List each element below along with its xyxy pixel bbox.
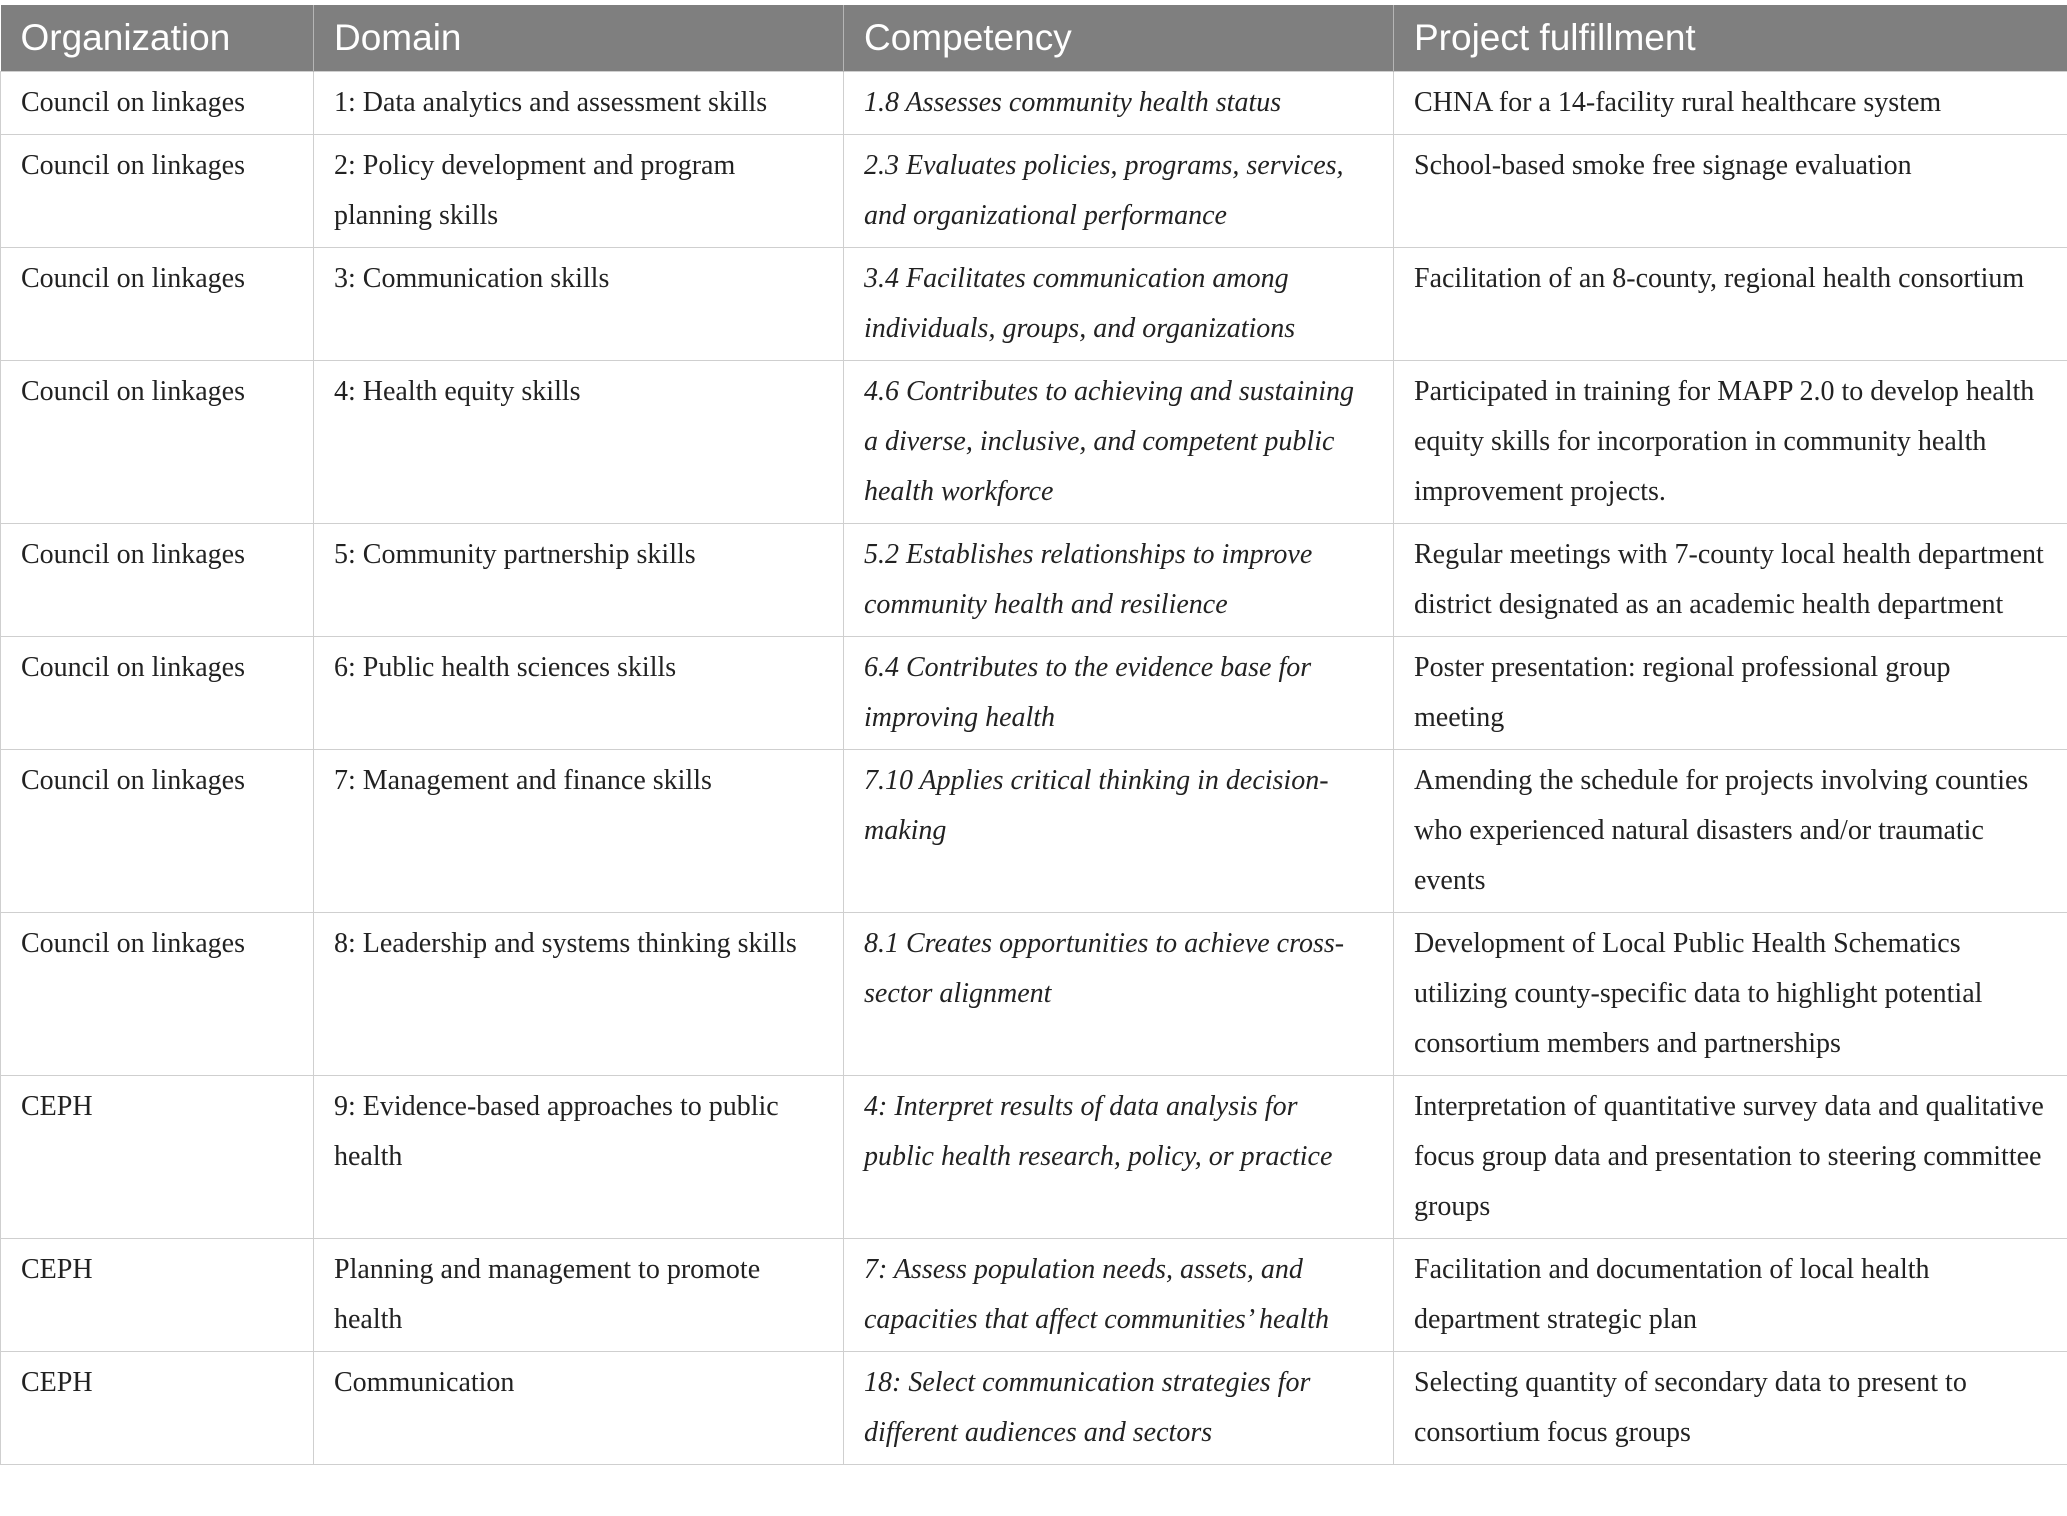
cell-project: Participated in training for MAPP 2.0 to develop health equity skills for incorporation in community health improvement projects. [1394,361,2067,524]
cell-competency: 5.2 Establishes relationships to improve community health and resilience [844,524,1394,637]
table-row [1,361,2067,524]
cell-project: Regular meetings with 7-county local health department district designated as an academic health department [1394,524,2067,637]
cell-competency: 2.3 Evaluates policies, programs, services, and organizational performance [844,135,1394,248]
cell-domain: 6: Public health sciences skills [314,637,844,750]
cell-competency: 18: Select communication strategies for different audiences and sectors [844,1352,1394,1465]
cell-competency: 4: Interpret results of data analysis for public health research, policy, or practice [844,1076,1394,1239]
cell-project: CHNA for a 14-facility rural healthcare system [1394,72,2067,135]
cell-organization: CEPH [1,1239,314,1352]
cell-competency: 8.1 Creates opportunities to achieve cross-sector alignment [844,913,1394,1076]
cell-project: Facilitation and documentation of local health department strategic plan [1394,1239,2067,1352]
cell-project: School-based smoke free signage evaluation [1394,135,2067,248]
cell-domain: 7: Management and finance skills [314,750,844,913]
competency-table-container [0,5,2067,1465]
cell-organization: Council on linkages [1,524,314,637]
header-competency: Competency [844,5,1394,72]
cell-domain: 9: Evidence-based approaches to public health [314,1076,844,1239]
table-row [1,248,2067,361]
cell-organization: Council on linkages [1,637,314,750]
cell-competency: 7: Assess population needs, assets, and capacities that affect communities’ health [844,1239,1394,1352]
cell-competency: 6.4 Contributes to the evidence base for improving health [844,637,1394,750]
cell-domain: 1: Data analytics and assessment skills [314,72,844,135]
competency-table [0,5,2067,1465]
cell-organization: Council on linkages [1,913,314,1076]
table-row [1,1076,2067,1239]
header-domain: Domain [314,5,844,72]
table-row [1,524,2067,637]
cell-organization: CEPH [1,1076,314,1239]
cell-organization: Council on linkages [1,135,314,248]
cell-domain: Communication [314,1352,844,1465]
table-row [1,913,2067,1076]
table-row [1,637,2067,750]
table-body [1,72,2067,1465]
header-project-fulfillment: Project fulfillment [1394,5,2067,72]
cell-organization: Council on linkages [1,72,314,135]
header-row [1,5,2067,72]
cell-project: Selecting quantity of secondary data to present to consortium focus groups [1394,1352,2067,1465]
cell-competency: 4.6 Contributes to achieving and sustaining a diverse, inclusive, and competent public health workforce [844,361,1394,524]
cell-organization: Council on linkages [1,750,314,913]
cell-project: Poster presentation: regional professional group meeting [1394,637,2067,750]
cell-domain: 3: Communication skills [314,248,844,361]
cell-organization: CEPH [1,1352,314,1465]
header-organization: Organization [1,5,314,72]
cell-domain: 2: Policy development and program planning skills [314,135,844,248]
cell-competency: 1.8 Assesses community health status [844,72,1394,135]
cell-competency: 7.10 Applies critical thinking in decision-making [844,750,1394,913]
cell-domain: 8: Leadership and systems thinking skills [314,913,844,1076]
table-row [1,1239,2067,1352]
table-row [1,72,2067,135]
cell-organization: Council on linkages [1,361,314,524]
cell-project: Facilitation of an 8-county, regional health consortium [1394,248,2067,361]
cell-project: Development of Local Public Health Schematics utilizing county-specific data to highlight potential consortium members and partnerships [1394,913,2067,1076]
table-header [1,5,2067,72]
cell-project: Interpretation of quantitative survey data and qualitative focus group data and presentation to steering committee groups [1394,1076,2067,1239]
cell-domain: 5: Community partnership skills [314,524,844,637]
cell-competency: 3.4 Facilitates communication among individuals, groups, and organizations [844,248,1394,361]
table-row [1,750,2067,913]
table-row [1,135,2067,248]
cell-organization: Council on linkages [1,248,314,361]
cell-domain: 4: Health equity skills [314,361,844,524]
table-row [1,1352,2067,1465]
cell-project: Amending the schedule for projects involving counties who experienced natural disasters and/or traumatic events [1394,750,2067,913]
cell-domain: Planning and management to promote health [314,1239,844,1352]
